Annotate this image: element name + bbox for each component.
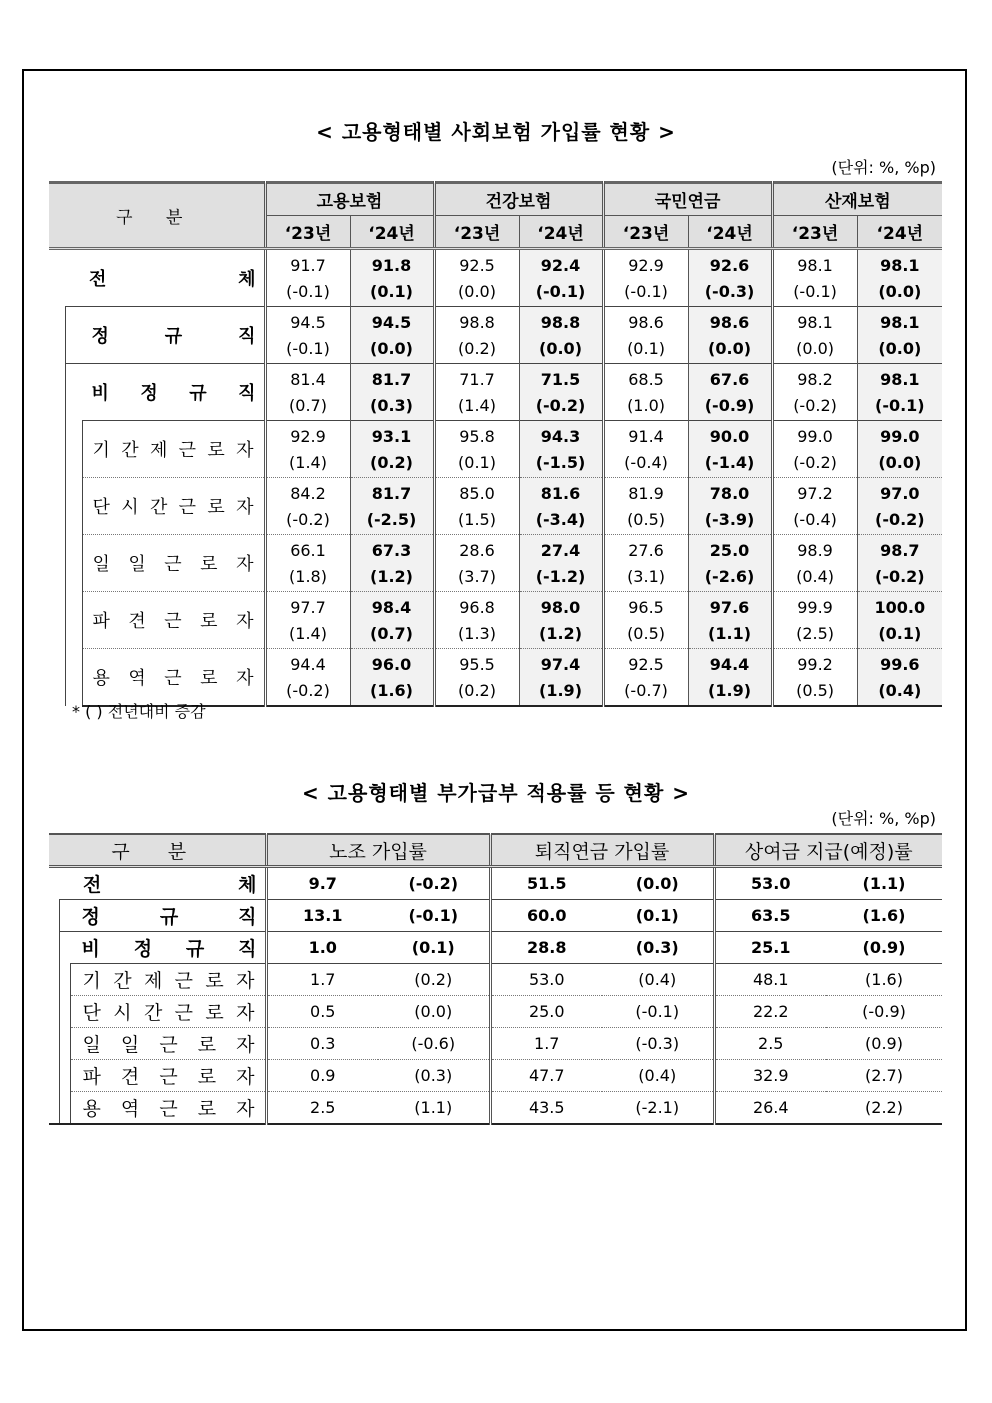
value: 99.2 — [797, 654, 833, 674]
footnote: * ( ) 전년대비 증감 — [72, 702, 206, 721]
value: 81.9 — [628, 483, 664, 503]
change: (0.0) — [370, 338, 413, 358]
value: 98.0 — [540, 597, 581, 617]
change: (-0.1) — [286, 338, 330, 358]
change: (0.4) — [796, 566, 835, 586]
change: (-0.2) — [875, 509, 925, 529]
change: (0.3) — [602, 932, 714, 964]
value: 97.6 — [709, 597, 750, 617]
row-label-text: 전 체 — [83, 874, 257, 896]
value: 94.5 — [371, 312, 412, 332]
row-label — [65, 364, 265, 421]
indent-spacer — [59, 1028, 70, 1060]
benefits-table — [49, 833, 942, 1125]
value: 66.1 — [290, 540, 326, 560]
value: 98.1 — [797, 312, 833, 332]
row-label — [82, 592, 265, 649]
value: 67.3 — [371, 540, 412, 560]
indent-spacer — [65, 649, 82, 707]
value: 97.4 — [540, 654, 581, 674]
change: (0.0) — [378, 996, 490, 1028]
benefit-header: 상여금 지급(예정)률 — [714, 834, 942, 867]
row-label-text: 비 정 규 직 — [91, 383, 256, 404]
value: 28.6 — [459, 540, 495, 560]
value: 92.6 — [709, 255, 750, 275]
value: 0.3 — [266, 1028, 378, 1060]
indent-spacer — [65, 535, 82, 592]
row-label-text: 파 견 근 로 자 — [82, 1066, 257, 1088]
table-row — [49, 364, 942, 421]
value: 94.3 — [540, 426, 581, 446]
change: (1.1) — [378, 1092, 490, 1125]
value: 32.9 — [714, 1060, 826, 1092]
change: (0.9) — [826, 932, 942, 964]
row-label-text: 일 일 근 로 자 — [92, 554, 256, 575]
value: 81.7 — [371, 483, 412, 503]
value: 92.9 — [628, 255, 664, 275]
value: 13.1 — [266, 900, 378, 932]
value: 96.0 — [371, 654, 412, 674]
table-row — [49, 867, 942, 900]
value: 96.8 — [459, 597, 495, 617]
change: (1.9) — [708, 680, 752, 700]
change: (0.0) — [878, 452, 922, 472]
value: 47.7 — [490, 1060, 602, 1092]
change: (-0.2) — [793, 395, 837, 415]
value: 98.8 — [459, 312, 495, 332]
value: 98.1 — [880, 312, 920, 332]
change: (-0.1) — [535, 281, 586, 301]
value: 94.5 — [290, 312, 326, 332]
row-label — [82, 478, 265, 535]
indent-spacer — [49, 364, 65, 421]
value: 92.4 — [540, 255, 581, 275]
change: (1.2) — [539, 623, 582, 643]
value: 63.5 — [714, 900, 826, 932]
value: 48.1 — [714, 964, 826, 996]
change: (1.2) — [370, 566, 413, 586]
change: (1.6) — [826, 900, 942, 932]
indent-spacer — [59, 964, 70, 996]
year-header: ‘23년 — [603, 216, 688, 249]
change: (-0.1) — [624, 281, 668, 301]
row-label — [70, 996, 266, 1028]
indent-spacer — [65, 421, 82, 478]
value: 27.4 — [540, 540, 581, 560]
row-label-text: 파 견 근 로 자 — [92, 611, 256, 632]
year-header: ‘24년 — [688, 216, 772, 249]
change: (-0.1) — [793, 281, 837, 301]
change: (0.0) — [635, 874, 679, 893]
value: 98.1 — [880, 369, 920, 389]
row-label-text: 일 일 근 로 자 — [82, 1034, 257, 1056]
change: (0.1) — [627, 338, 665, 358]
change: (0.2) — [458, 338, 496, 358]
value: 97.0 — [880, 483, 920, 503]
value: 43.5 — [490, 1092, 602, 1125]
row-label — [59, 900, 266, 932]
year-header: ‘24년 — [350, 216, 434, 249]
change: (1.5) — [458, 509, 496, 529]
indent-spacer — [49, 649, 65, 707]
value: 2.5 — [714, 1028, 826, 1060]
category-header: 구 분 — [49, 183, 265, 249]
change: (0.0) — [878, 281, 922, 301]
value: 51.5 — [490, 867, 602, 900]
row-label-text: 단 시 간 근 로 자 — [92, 497, 256, 518]
change: (-1.5) — [535, 452, 586, 472]
row-label — [70, 1092, 266, 1125]
insurance-header: 건강보험 — [434, 183, 603, 216]
change: (-2.6) — [704, 566, 755, 586]
change: (0.0) — [458, 281, 496, 301]
value: 2.5 — [266, 1092, 378, 1125]
indent-spacer — [49, 1092, 59, 1125]
change: (0.1) — [378, 932, 490, 964]
value: 26.4 — [714, 1092, 826, 1125]
table-row — [49, 1028, 942, 1060]
change: (0.7) — [289, 395, 327, 415]
value: 95.5 — [459, 654, 495, 674]
row-label — [59, 932, 266, 964]
change: (-3.9) — [704, 509, 755, 529]
row-label-text: 전 체 — [89, 269, 256, 290]
change: (-0.3) — [602, 1028, 714, 1060]
change: (-0.9) — [826, 996, 942, 1028]
value: 1.7 — [490, 1028, 602, 1060]
change: (2.7) — [826, 1060, 942, 1092]
row-label-text: 단 시 간 근 로 자 — [82, 1002, 257, 1024]
value: 99.0 — [797, 426, 833, 446]
row-label — [70, 1028, 266, 1060]
value: 28.8 — [490, 932, 602, 964]
row-label — [82, 421, 265, 478]
change: (0.5) — [627, 623, 665, 643]
table1-title: < 고용형태별 사회보험 가입률 현황 > — [316, 120, 676, 144]
change: (1.9) — [539, 680, 582, 700]
row-label — [82, 649, 265, 707]
value: 25.0 — [490, 996, 602, 1028]
row-label-text: 정 규 직 — [81, 906, 257, 928]
row-label — [70, 1060, 266, 1092]
change: (-0.7) — [624, 680, 668, 700]
value: 1.0 — [266, 932, 378, 964]
value: 53.0 — [490, 964, 602, 996]
row-label-text: 용 역 근 로 자 — [82, 1098, 257, 1120]
value: 92.5 — [628, 654, 664, 674]
change: (0.1) — [878, 623, 922, 643]
indent-spacer — [49, 1028, 59, 1060]
change: (-0.4) — [793, 509, 837, 529]
change: (-0.6) — [378, 1028, 490, 1060]
change: (-2.5) — [366, 509, 417, 529]
benefit-header: 퇴직연금 가입률 — [490, 834, 714, 867]
change: (-0.1) — [875, 395, 925, 415]
table-row — [49, 421, 942, 478]
year-header: ‘24년 — [857, 216, 942, 249]
change: (0.1) — [370, 281, 413, 301]
change: (-0.2) — [286, 680, 330, 700]
indent-spacer — [49, 478, 65, 535]
value: 98.6 — [628, 312, 664, 332]
change: (2.2) — [826, 1092, 942, 1125]
value: 68.5 — [628, 369, 664, 389]
value: 53.0 — [714, 867, 826, 900]
year-header: ‘24년 — [519, 216, 603, 249]
category-header-2: 구 분 — [49, 834, 266, 867]
value: 98.8 — [540, 312, 581, 332]
value: 78.0 — [709, 483, 750, 503]
value: 98.2 — [797, 369, 833, 389]
value: 94.4 — [709, 654, 750, 674]
indent-spacer — [49, 1060, 59, 1092]
table-row — [49, 478, 942, 535]
change: (1.0) — [627, 395, 665, 415]
insurance-header: 국민연금 — [603, 183, 772, 216]
change: (0.0) — [539, 338, 582, 358]
table-row — [49, 535, 942, 592]
value: 100.0 — [874, 597, 926, 617]
table-row — [49, 900, 942, 932]
change: (-0.2) — [535, 395, 586, 415]
value: 0.9 — [266, 1060, 378, 1092]
value: 91.4 — [628, 426, 664, 446]
value: 92.9 — [290, 426, 326, 446]
change: (0.0) — [878, 338, 922, 358]
change: (1.3) — [458, 623, 496, 643]
indent-spacer — [59, 996, 70, 1028]
value: 98.4 — [371, 597, 412, 617]
indent-spacer — [65, 592, 82, 649]
social-insurance-table — [49, 181, 942, 707]
table-row — [49, 592, 942, 649]
change: (-2.1) — [602, 1092, 714, 1125]
row-label — [70, 964, 266, 996]
value: 1.7 — [266, 964, 378, 996]
value: 67.6 — [709, 369, 750, 389]
value: 60.0 — [490, 900, 602, 932]
benefit-header: 노조 가입률 — [266, 834, 490, 867]
table-row — [49, 1092, 942, 1125]
change: (-3.4) — [535, 509, 586, 529]
value: 85.0 — [459, 483, 495, 503]
change: (-0.4) — [624, 452, 668, 472]
change: (1.1) — [708, 623, 752, 643]
table-row — [49, 964, 942, 996]
table-row — [49, 996, 942, 1028]
change: (-0.3) — [704, 281, 755, 301]
change: (0.0) — [708, 338, 752, 358]
table-row — [49, 249, 942, 307]
value: 95.8 — [459, 426, 495, 446]
change: (-0.9) — [704, 395, 755, 415]
insurance-header: 고용보험 — [265, 183, 434, 216]
value: 91.7 — [290, 255, 326, 275]
change: (3.1) — [627, 566, 665, 586]
change: (0.3) — [370, 395, 413, 415]
indent-spacer — [49, 900, 59, 932]
change: (1.6) — [826, 964, 942, 996]
value: 99.9 — [797, 597, 833, 617]
row-label-text: 기 간 제 근 로 자 — [92, 440, 256, 461]
change: (2.5) — [796, 623, 835, 643]
change: (1.8) — [289, 566, 327, 586]
value: 92.5 — [459, 255, 495, 275]
indent-spacer — [59, 1060, 70, 1092]
change: (0.5) — [796, 680, 835, 700]
change: (-0.2) — [408, 874, 459, 893]
change: (-1.4) — [704, 452, 755, 472]
indent-spacer — [65, 478, 82, 535]
change: (1.4) — [289, 623, 327, 643]
value: 22.2 — [714, 996, 826, 1028]
value: 94.4 — [290, 654, 326, 674]
change: (0.5) — [627, 509, 665, 529]
table-row — [49, 307, 942, 364]
row-label-text: 정 규 직 — [91, 326, 256, 347]
year-header: ‘23년 — [434, 216, 519, 249]
change: (-0.1) — [602, 996, 714, 1028]
value: 81.4 — [290, 369, 326, 389]
change: (1.4) — [458, 395, 496, 415]
table-row — [49, 932, 942, 964]
value: 25.0 — [709, 540, 750, 560]
change: (0.4) — [878, 680, 922, 700]
change: (-0.2) — [286, 509, 330, 529]
value: 27.6 — [628, 540, 664, 560]
indent-spacer — [49, 964, 59, 996]
value: 84.2 — [290, 483, 326, 503]
indent-spacer — [49, 592, 65, 649]
indent-spacer — [49, 996, 59, 1028]
indent-spacer — [49, 307, 65, 364]
table2-title: < 고용형태별 부가급부 적용률 등 현황 > — [301, 781, 691, 805]
row-label — [49, 249, 265, 307]
indent-spacer — [49, 421, 65, 478]
value: 81.6 — [540, 483, 581, 503]
year-header: ‘23년 — [772, 216, 857, 249]
value: 96.5 — [628, 597, 664, 617]
change: (0.9) — [826, 1028, 942, 1060]
row-label-text: 비 정 규 직 — [81, 938, 257, 960]
change: (-0.2) — [875, 566, 925, 586]
table-row — [49, 649, 942, 707]
change: (0.2) — [370, 452, 413, 472]
table1-unit: (단위: %, %p) — [831, 158, 936, 177]
value: 81.7 — [371, 369, 412, 389]
row-label — [49, 867, 266, 900]
indent-spacer — [49, 932, 59, 964]
row-label-text: 기 간 제 근 로 자 — [82, 970, 257, 992]
change: (-0.1) — [378, 900, 490, 932]
change: (1.1) — [862, 874, 906, 893]
change: (0.0) — [796, 338, 835, 358]
value: 98.6 — [709, 312, 750, 332]
value: 97.7 — [290, 597, 326, 617]
row-label-text: 용 역 근 로 자 — [92, 668, 256, 689]
change: (1.6) — [370, 680, 413, 700]
table2-unit: (단위: %, %p) — [831, 809, 936, 828]
value: 98.1 — [880, 255, 920, 275]
row-label — [82, 535, 265, 592]
indent-spacer — [49, 535, 65, 592]
value: 99.6 — [880, 654, 920, 674]
change: (1.4) — [289, 452, 327, 472]
value: 9.7 — [266, 867, 378, 900]
change: (3.7) — [458, 566, 496, 586]
value: 99.0 — [880, 426, 920, 446]
value: 25.1 — [714, 932, 826, 964]
change: (0.4) — [602, 1060, 714, 1092]
change: (0.4) — [602, 964, 714, 996]
value: 93.1 — [371, 426, 412, 446]
value: 90.0 — [709, 426, 750, 446]
change: (-1.2) — [535, 566, 586, 586]
indent-spacer — [59, 1092, 70, 1125]
value: 98.7 — [880, 540, 920, 560]
value: 71.7 — [459, 369, 495, 389]
change: (0.2) — [458, 680, 496, 700]
insurance-header: 산재보험 — [772, 183, 942, 216]
year-header: ‘23년 — [265, 216, 350, 249]
row-label — [65, 307, 265, 364]
value: 71.5 — [540, 369, 581, 389]
value: 97.2 — [797, 483, 833, 503]
change: (0.3) — [378, 1060, 490, 1092]
value: 0.5 — [266, 996, 378, 1028]
change: (0.1) — [458, 452, 496, 472]
table-row — [49, 1060, 942, 1092]
change: (-0.1) — [286, 281, 330, 301]
change: (0.2) — [378, 964, 490, 996]
value: 98.9 — [797, 540, 833, 560]
change: (0.7) — [370, 623, 413, 643]
change: (0.1) — [602, 900, 714, 932]
value: 91.8 — [371, 255, 412, 275]
value: 98.1 — [797, 255, 833, 275]
change: (-0.2) — [793, 452, 837, 472]
